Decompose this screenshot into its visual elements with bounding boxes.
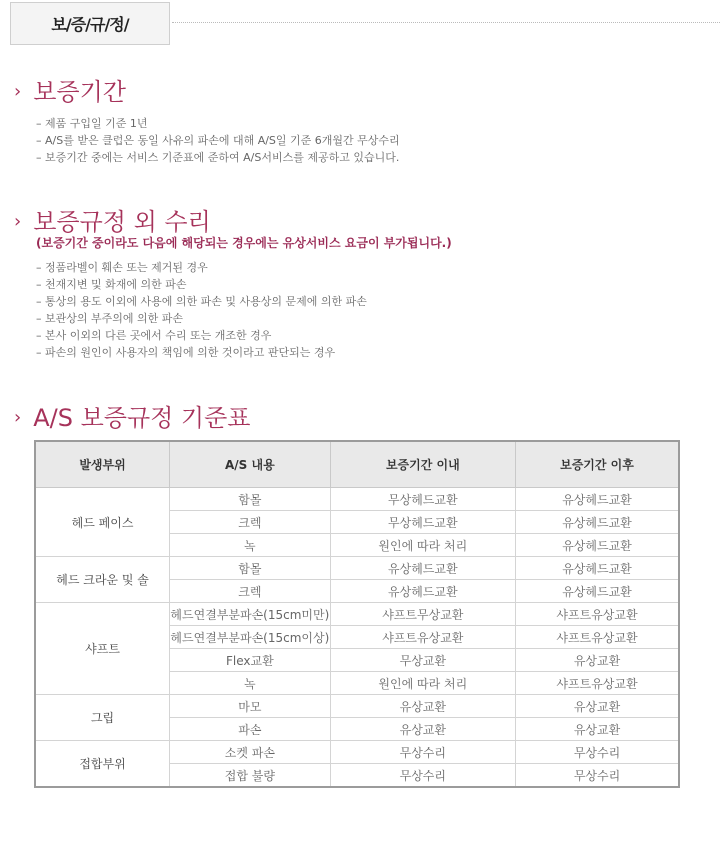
chevron-right-icon: › — [14, 211, 22, 232]
table-cell: 유상교환 — [330, 695, 515, 718]
table-header-row — [35, 441, 679, 488]
tab-base-line — [10, 44, 170, 45]
table-cell: 유상교환 — [330, 718, 515, 741]
table-row — [35, 741, 679, 764]
chevron-right-icon: › — [14, 407, 22, 428]
outside-repair-list — [36, 259, 367, 361]
table-cell: 유상헤드교환 — [516, 557, 680, 580]
table-cell: 샤프트유상교환 — [516, 672, 680, 695]
table-cell: 유상헤드교환 — [516, 580, 680, 603]
table-cell: 헤드연결부분파손(15cm미만) — [170, 603, 331, 626]
table-cell: 샤프트유상교환 — [516, 626, 680, 649]
table-row — [35, 557, 679, 580]
paid-service-note: (보증기간 중이라도 다음에 해당되는 경우에는 유상서비스 요금이 부가됩니다.) — [36, 236, 452, 250]
chevron-right-icon: › — [14, 81, 22, 102]
table-cell: 크렉 — [170, 511, 331, 534]
group-cell: 헤드 크라운 및 솔 — [35, 557, 170, 603]
table-cell: 유상헤드교환 — [516, 534, 680, 557]
table-cell: 헤드연결부분파손(15cm이상) — [170, 626, 331, 649]
table-cell: 유상헤드교환 — [330, 557, 515, 580]
header-after-warranty: 보증기간 이후 — [516, 441, 680, 488]
table-cell: 무상헤드교환 — [330, 488, 515, 511]
list-item: – A/S를 받은 클럽은 동일 사유의 파손에 대해 A/S일 기준 6개월간 무상수리 — [36, 132, 400, 149]
table-cell: 원인에 따라 처리 — [330, 672, 515, 695]
table-cell: 무상교환 — [330, 649, 515, 672]
list-item: – 보증기간 중에는 서비스 기준표에 준하여 A/S서비스를 제공하고 있습니다. — [36, 149, 400, 166]
warranty-list — [36, 115, 400, 166]
table-cell: 원인에 따라 처리 — [330, 534, 515, 557]
table-cell: 샤프트유상교환 — [330, 626, 515, 649]
group-cell: 접합부위 — [35, 741, 170, 788]
table-cell: 녹 — [170, 534, 331, 557]
table-cell: 유상헤드교환 — [330, 580, 515, 603]
group-cell: 그립 — [35, 695, 170, 741]
table-row — [35, 603, 679, 626]
section-title-outside-repair: › 보증규정 외 수리 — [14, 208, 211, 236]
table-row — [35, 488, 679, 511]
table-cell: 크렉 — [170, 580, 331, 603]
tab-warranty-rules[interactable]: 보/증/규/정/ — [10, 2, 170, 44]
table-cell: 소켓 파손 — [170, 741, 331, 764]
table-cell: 함몰 — [170, 557, 331, 580]
table-cell: 파손 — [170, 718, 331, 741]
header-as-content: A/S 내용 — [170, 441, 331, 488]
group-cell: 샤프트 — [35, 603, 170, 695]
group-cell: 헤드 페이스 — [35, 488, 170, 557]
section-title-as-standard: › A/S 보증규정 기준표 — [14, 404, 251, 432]
table-cell: 접합 불량 — [170, 764, 331, 788]
table-cell: 유상교환 — [516, 718, 680, 741]
list-item: – 정품라벨이 훼손 또는 제거된 경우 — [36, 259, 367, 276]
list-item: – 천재지변 및 화재에 의한 파손 — [36, 276, 367, 293]
table-cell: 무상수리 — [516, 764, 680, 788]
list-item: – 보관상의 부주의에 의한 파손 — [36, 310, 367, 327]
table-cell: Flex교환 — [170, 649, 331, 672]
table-cell: 유상헤드교환 — [516, 511, 680, 534]
header-part: 발생부위 — [35, 441, 170, 488]
table-cell: 녹 — [170, 672, 331, 695]
table-cell: 무상수리 — [330, 764, 515, 788]
as-standard-table — [34, 440, 680, 788]
table-cell: 무상헤드교환 — [330, 511, 515, 534]
table-cell: 유상헤드교환 — [516, 488, 680, 511]
table-cell: 무상수리 — [330, 741, 515, 764]
list-item: – 파손의 원인이 사용자의 책임에 의한 것이라고 판단되는 경우 — [36, 344, 367, 361]
table-cell: 샤프트유상교환 — [516, 603, 680, 626]
table-cell: 유상교환 — [516, 649, 680, 672]
table-cell: 무상수리 — [516, 741, 680, 764]
list-item: – 본사 이외의 다른 곳에서 수리 또는 개조한 경우 — [36, 327, 367, 344]
table-row — [35, 695, 679, 718]
table-cell: 함몰 — [170, 488, 331, 511]
section-title-warranty: › 보증기간 — [14, 78, 126, 106]
tab-divider — [172, 22, 720, 23]
list-item: – 통상의 용도 이외에 사용에 의한 파손 및 사용상의 문제에 의한 파손 — [36, 293, 367, 310]
table-cell: 마모 — [170, 695, 331, 718]
header-within-warranty: 보증기간 이내 — [330, 441, 515, 488]
list-item: – 제품 구입일 기준 1년 — [36, 115, 400, 132]
table-cell: 유상교환 — [516, 695, 680, 718]
table-cell: 샤프트무상교환 — [330, 603, 515, 626]
